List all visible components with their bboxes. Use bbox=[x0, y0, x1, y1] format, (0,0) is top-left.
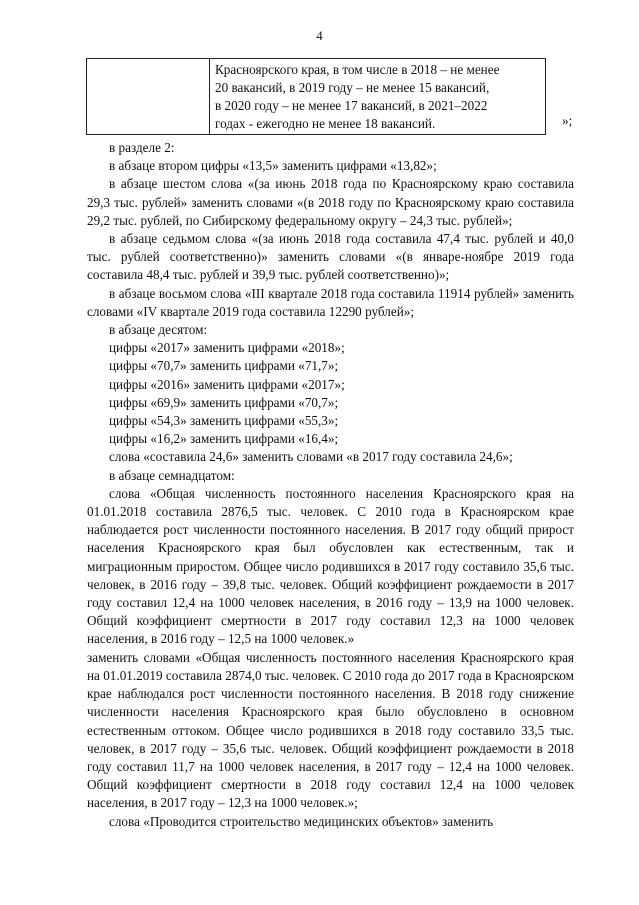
paragraph: в абзаце семнадцатом: bbox=[109, 467, 235, 483]
paragraph: слова «составила 24,6» заменить словами «в 2017 году составила 24,6»; bbox=[109, 449, 513, 465]
paragraph: в абзаце десятом: bbox=[109, 322, 208, 338]
paragraph: слова «Проводится строительство медицинских объектов» заменить bbox=[109, 813, 494, 829]
paragraph: цифры «70,7» заменить цифрами «71,7»; bbox=[109, 358, 339, 374]
paragraph: цифры «2017» заменить цифрами «2018»; bbox=[109, 340, 345, 356]
paragraph: цифры «16,2» заменить цифрами «16,4»; bbox=[109, 431, 339, 447]
table-empty-cell bbox=[87, 59, 210, 135]
paragraph: цифры «54,3» заменить цифрами «55,3»; bbox=[109, 413, 339, 429]
paragraph: в абзаце восьмом слова «III квартале 2018 года составила 11914 рублей» заменить словами «IV квартале 2019 года составила 12290 рублей»; bbox=[87, 285, 574, 319]
table-line: в 2020 году – не менее 17 вакансий, в 2021–2022 bbox=[215, 98, 488, 113]
paragraph: в абзаце втором цифры «13,5» заменить цифрами «13,82»; bbox=[109, 158, 437, 174]
paragraph: в разделе 2: bbox=[109, 140, 175, 155]
paragraph: в абзаце шестом слова «(за июнь 2018 года по Красноярскому краю составила 29,3 тыс. рублей» заменить словами «(в 2018 году по Красноярскому краю составила 29,2 тыс. рублей, по Сибирскому федеральному округу – 24,3 тыс. рублей»; bbox=[87, 176, 574, 228]
paragraph: заменить словами «Общая численность постоянного населения Красноярского края на 01.01.2019 составила 2874,0 тыс. человек. С 2010 года до 2017 года в Красноярском крае наблюдался рост численности постоянного населения. В 2018 году снижение численности населения Красноярского края было обусловлено в основном естественным оттоком. Общее число родившихся в 2018 году составило 33,5 тыс. человек, в 2017 году – 35,6 тыс. человек. Общий коэффициент рождаемости в 2018 году составил 11,7 на 1000 человек населения, в 2017 году – 12,4 на 1000 человек. Общий коэффициент смертности в 2018 году составил 12,4 на 1000 человек населения, в 2017 году – 12,3 на 1000 человек.»; bbox=[87, 649, 574, 811]
table-line: Красноярского края, в том числе в 2018 – не менее bbox=[215, 62, 500, 77]
document-body bbox=[87, 139, 574, 831]
page-number: 4 bbox=[316, 28, 323, 43]
paragraph: цифры «2016» заменить цифрами «2017»; bbox=[109, 376, 345, 392]
table-line: 20 вакансий, в 2019 году – не менее 15 вакансий, bbox=[215, 80, 490, 95]
table-text-cell bbox=[210, 59, 546, 135]
paragraph: в абзаце седьмом слова «(за июнь 2018 года составила 47,4 тыс. рублей и 40,0 тыс. рублей соответственно)» заменить словами «(в январе-ноябре 2019 года составила 48,4 тыс. рублей и 39,9 тыс. рублей соответственно)»; bbox=[87, 231, 574, 283]
paragraph: слова «Общая численность постоянного населения Красноярского края на 01.01.2018 составила 2876,5 тыс. человек. С 2010 года в Красноярском крае наблюдается рост численности постоянного населения. В 2017 году общий прирост населения Красноярского края был обусловлен как естественным, так и миграционным приростом. Общее число родившихся в 2017 году составило 35,6 тыс. человек, в 2016 году – 39,8 тыс. человек. Общий коэффициент рождаемости в 2017 году составил 12,4 на 1000 человек населения, в 2016 году – 13,9 на 1000 человек. Общий коэффициент смертности в 2017 году составил 12,3 на 1000 человек населения, в 2016 году – 12,5 на 1000 человек.» bbox=[87, 485, 574, 647]
quoted-table bbox=[86, 58, 546, 135]
table-closing-quote: »; bbox=[562, 113, 573, 128]
table-line: годах - ежегодно не менее 18 вакансий. bbox=[215, 116, 436, 131]
paragraph: цифры «69,9» заменить цифрами «70,7»; bbox=[109, 394, 339, 410]
